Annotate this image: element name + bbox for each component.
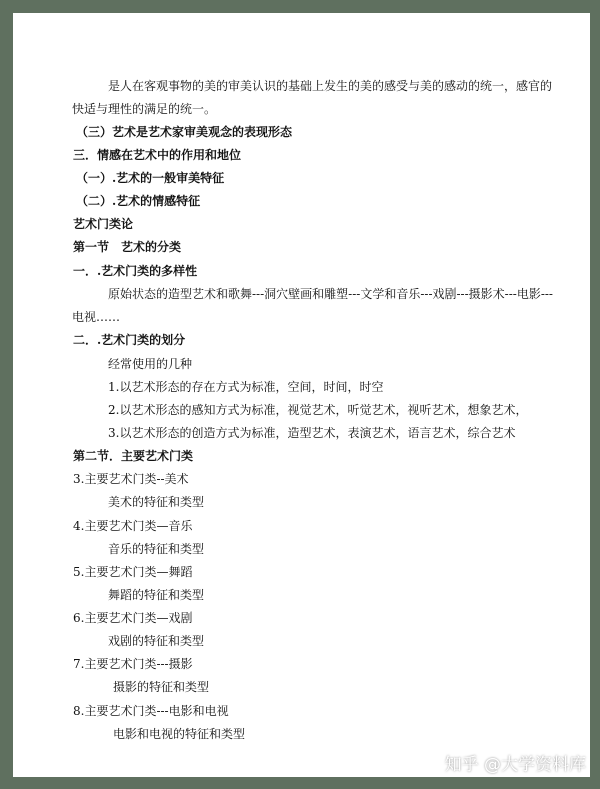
text-line: 电视…… (72, 310, 121, 324)
list-item: 4.主要艺术门类—音乐 (73, 519, 193, 533)
text-line: 原始状态的造型艺术和歌舞---洞穴壁画和雕塑---文学和音乐---戏剧---摄影术---电影--- (108, 287, 553, 301)
list-item: 7.主要艺术门类---摄影 (73, 657, 193, 671)
list-subitem: 舞蹈的特征和类型 (108, 588, 205, 602)
heading-line: 一．.艺术门类的多样性 (73, 264, 198, 278)
text-line: 经常使用的几种 (108, 357, 193, 371)
heading-line: （一）.艺术的一般审美特征 (76, 171, 225, 185)
list-item: 5.主要艺术门类—舞蹈 (73, 565, 193, 579)
list-subitem: 戏剧的特征和类型 (108, 634, 205, 648)
heading-line: （三）艺术是艺术家审美观念的表现形态 (76, 125, 293, 139)
list-item: 6.主要艺术门类—戏剧 (73, 611, 193, 625)
text-line: 1.以艺术形态的存在方式为标准，空间，时间，时空 (108, 380, 384, 394)
text-line: 是人在客观事物的美的审美认识的基础上发生的美的感受与美的感动的统一，感官的 (108, 79, 553, 93)
watermark: 知乎 @大学资料库 (444, 755, 586, 775)
text-line: 3.以艺术形态的创造方式为标准，造型艺术，表演艺术，语言艺术，综合艺术 (108, 426, 516, 440)
list-subitem: 摄影的特征和类型 (113, 680, 210, 694)
heading-line: （二）.艺术的情感特征 (76, 194, 201, 208)
heading-line: 三．情感在艺术中的作用和地位 (73, 148, 242, 162)
list-subitem: 音乐的特征和类型 (108, 542, 205, 556)
section-title: 第二节．主要艺术门类 (73, 449, 194, 463)
text-line: 2.以艺术形态的感知方式为标准，视觉艺术，听觉艺术，视听艺术，想象艺术， (108, 403, 528, 417)
text-line: 快适与理性的满足的统一。 (72, 102, 217, 116)
section-title: 艺术门类论 (73, 217, 134, 231)
heading-line: 二．.艺术门类的划分 (73, 333, 186, 347)
list-item: 3.主要艺术门类--美术 (73, 472, 189, 486)
list-subitem: 美术的特征和类型 (108, 495, 205, 509)
list-item: 8.主要艺术门类---电影和电视 (73, 704, 229, 718)
document-page (13, 13, 590, 777)
section-title: 第一节 艺术的分类 (73, 240, 182, 254)
list-subitem: 电影和电视的特征和类型 (113, 727, 246, 741)
